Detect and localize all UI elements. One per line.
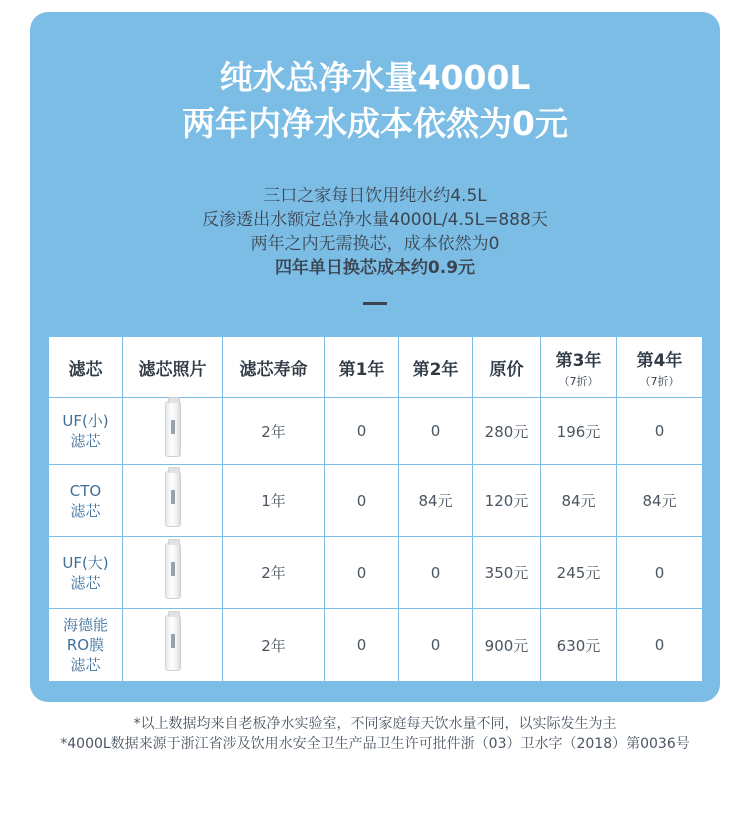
year-4-cell: 84元	[617, 465, 703, 537]
filter-name-line: RO膜	[66, 636, 105, 654]
header-year-3-label: 第3年	[555, 350, 602, 371]
header-year-3-discount: （7折）	[558, 374, 599, 388]
year-2-cell: 0	[399, 398, 473, 465]
header-name: 滤芯	[49, 337, 123, 398]
filter-photo-cell	[123, 465, 223, 537]
filter-name-line: 海德能	[62, 616, 108, 634]
life-cell: 1年	[223, 465, 325, 537]
filter-name-cell	[49, 609, 123, 682]
life-cell: 2年	[223, 398, 325, 465]
table-row	[49, 537, 703, 609]
year-2-cell: 0	[399, 537, 473, 609]
table-row	[49, 609, 703, 682]
filter-name-line: 滤芯	[70, 501, 101, 520]
year-4-cell: 0	[617, 398, 703, 465]
description-line-2: 反渗透出水额定总净水量4000L/4.5L=888天	[202, 210, 548, 230]
year-1-cell: 0	[325, 537, 399, 609]
description-line-3: 两年之内无需换芯，成本依然为0	[250, 234, 500, 254]
filter-name-line: 滤芯	[70, 432, 101, 450]
filter-name-cell	[49, 465, 123, 537]
filter-name-line: 滤芯	[70, 656, 101, 674]
year-1-cell: 0	[325, 398, 399, 465]
divider-dash	[363, 302, 387, 305]
cto-filter-icon	[165, 471, 181, 527]
year-1-cell: 0	[325, 465, 399, 537]
header-year-3	[541, 337, 617, 398]
filter-photo-cell	[123, 609, 223, 682]
price-cell: 120元	[473, 465, 541, 537]
price-cell: 350元	[473, 537, 541, 609]
footnote-2: *4000L数据来源于浙江省涉及饮用水安全卫生产品卫生许可批件浙（03）卫水字（2018）第0036号	[60, 736, 690, 752]
life-cell: 2年	[223, 537, 325, 609]
headline-line-2: 两年内净水成本依然为0元	[182, 104, 568, 143]
filter-photo-cell	[123, 537, 223, 609]
year-2-cell: 84元	[399, 465, 473, 537]
table-row	[49, 398, 703, 465]
table-header-row	[49, 337, 703, 398]
price-cell: 900元	[473, 609, 541, 682]
year-3-cell: 630元	[541, 609, 617, 682]
description-line-1: 三口之家每日饮用纯水约4.5L	[263, 186, 487, 206]
description-line-4: 四年单日换芯成本约0.9元	[274, 258, 476, 278]
header-life: 滤芯寿命	[223, 337, 325, 398]
year-2-cell: 0	[399, 609, 473, 682]
footnote-1: *以上数据均来自老板净水实验室，不同家庭每天饮水量不同，以实际发生为主	[133, 716, 617, 732]
filter-cost-table	[48, 336, 703, 682]
uf-small-filter-icon	[165, 401, 181, 457]
header-year-4	[617, 337, 703, 398]
header-price: 原价	[473, 337, 541, 398]
headline-line-1: 纯水总净水量4000L	[219, 58, 531, 97]
filter-name-line: CTO	[69, 481, 102, 500]
header-year-2: 第2年	[399, 337, 473, 398]
header-photo: 滤芯照片	[123, 337, 223, 398]
year-4-cell: 0	[617, 609, 703, 682]
ro-membrane-filter-icon	[165, 615, 181, 671]
header-year-4-label: 第4年	[636, 350, 683, 371]
uf-large-filter-icon	[165, 543, 181, 599]
year-3-cell: 196元	[541, 398, 617, 465]
year-4-cell: 0	[617, 537, 703, 609]
year-3-cell: 245元	[541, 537, 617, 609]
filter-name-line: 滤芯	[70, 573, 101, 592]
filter-name-line: UF(大)	[62, 553, 109, 572]
table-row	[49, 465, 703, 537]
filter-name-line: UF(小)	[62, 412, 109, 430]
header-year-1: 第1年	[325, 337, 399, 398]
filter-name-cell	[49, 537, 123, 609]
filter-photo-cell	[123, 398, 223, 465]
year-3-cell: 84元	[541, 465, 617, 537]
year-1-cell: 0	[325, 609, 399, 682]
header-year-4-discount: （7折）	[639, 374, 680, 388]
filter-name-cell	[49, 398, 123, 465]
price-cell: 280元	[473, 398, 541, 465]
life-cell: 2年	[223, 609, 325, 682]
